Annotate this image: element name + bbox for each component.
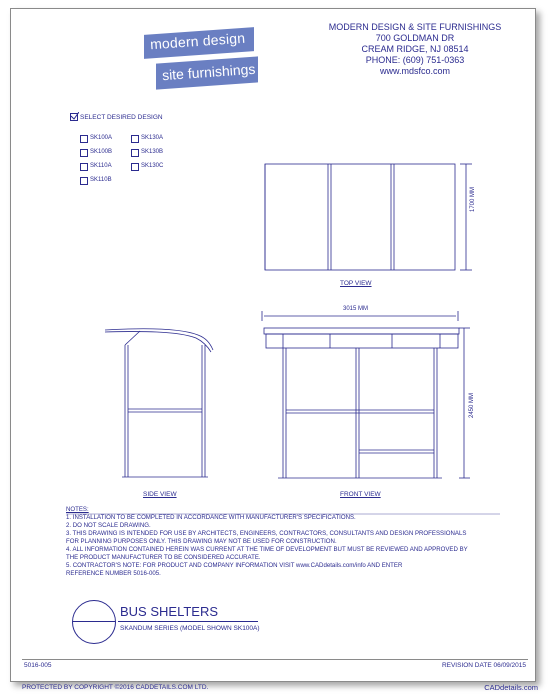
- note-item: 1. INSTALLATION TO BE COMPLETED IN ACCORDANCE WITH MANUFACTURER'S SPECIFICATIONS.: [66, 514, 356, 521]
- front-view-drawing: [262, 311, 470, 478]
- title-symbol: [72, 600, 116, 644]
- note-item: 5. CONTRACTOR'S NOTE: FOR PRODUCT AND COMPANY INFORMATION VISIT www.CADdetails.com/info AND ENTER: [66, 562, 403, 569]
- top-view-label: TOP VIEW: [340, 280, 372, 287]
- option-label-sk130c: SK130C: [141, 163, 164, 169]
- option-label-sk130b: SK130B: [141, 149, 164, 155]
- option-label-sk110a: SK110A: [90, 163, 112, 169]
- option-label-sk130a: SK130A: [141, 135, 164, 141]
- option-label-sk110b: SK110B: [90, 177, 112, 183]
- top-view-drawing: [265, 164, 472, 270]
- logo-text-line2: site furnishings: [161, 60, 256, 84]
- revision-date: REVISION DATE 06/09/2015: [441, 662, 526, 669]
- title-underline: [118, 621, 258, 622]
- option-label-sk100a: SK100A: [90, 135, 113, 141]
- note-item: THE PRODUCT MANUFACTURER TO BE CONSIDERED ACCURATE.: [66, 554, 261, 561]
- company-name: MODERN DESIGN & SITE FURNISHINGS: [328, 22, 502, 32]
- option-label-sk100b: SK100B: [90, 149, 113, 155]
- company-address2: CREAM RIDGE, NJ 08514: [361, 44, 469, 54]
- title-symbol-divider: [73, 621, 115, 622]
- side-view-label: SIDE VIEW: [143, 491, 177, 498]
- note-item: 4. ALL INFORMATION CONTAINED HEREIN WAS CURRENT AT THE TIME OF DEVELOPMENT BUT MUST BE REVIEWED AND APPROVED BY: [66, 546, 468, 553]
- note-item: 2. DO NOT SCALE DRAWING.: [66, 522, 151, 529]
- drawing-title: BUS SHELTERS: [120, 604, 219, 619]
- front-view-label: FRONT VIEW: [340, 491, 381, 498]
- footer-rule: [22, 659, 528, 660]
- logo-text-line1: modern design: [149, 29, 246, 53]
- front-view-height-dimension: 2450 MM: [469, 392, 475, 418]
- caddetails-link[interactable]: CADdetails.com: [484, 683, 538, 692]
- note-item: 3. THIS DRAWING IS INTENDED FOR USE BY ARCHITECTS, ENGINEERS, CONTRACTORS, CONSULTANTS AND DESIGN PROFESSIONALS: [66, 530, 467, 537]
- company-web[interactable]: www.mdsfco.com: [379, 66, 450, 76]
- side-view-drawing: [105, 329, 213, 477]
- drawing-subtitle: SKANDUM SERIES (MODEL SHOWN SK100A): [120, 625, 260, 632]
- note-item: REFERENCE NUMBER 5016-005.: [66, 570, 161, 577]
- notes-block: [66, 506, 506, 578]
- front-view-width-dimension: 3015 MM: [343, 306, 369, 312]
- company-address1: 700 GOLDMAN DR: [375, 33, 455, 43]
- top-view-depth-dimension: 1700 MM: [470, 186, 476, 212]
- copyright-notice: PROTECTED BY COPYRIGHT ©2016 CADDETAILS.COM LTD.: [22, 684, 209, 691]
- notes-heading: NOTES:: [66, 506, 89, 513]
- note-item: FOR PLANNING PURPOSES ONLY. THIS DRAWING MAY NOT BE USED FOR CONSTRUCTION.: [66, 538, 337, 545]
- company-phone: PHONE: (609) 751-0363: [365, 55, 465, 65]
- reference-number: 5016-005: [24, 662, 52, 669]
- select-design-title: SELECT DESIRED DESIGN: [80, 114, 163, 121]
